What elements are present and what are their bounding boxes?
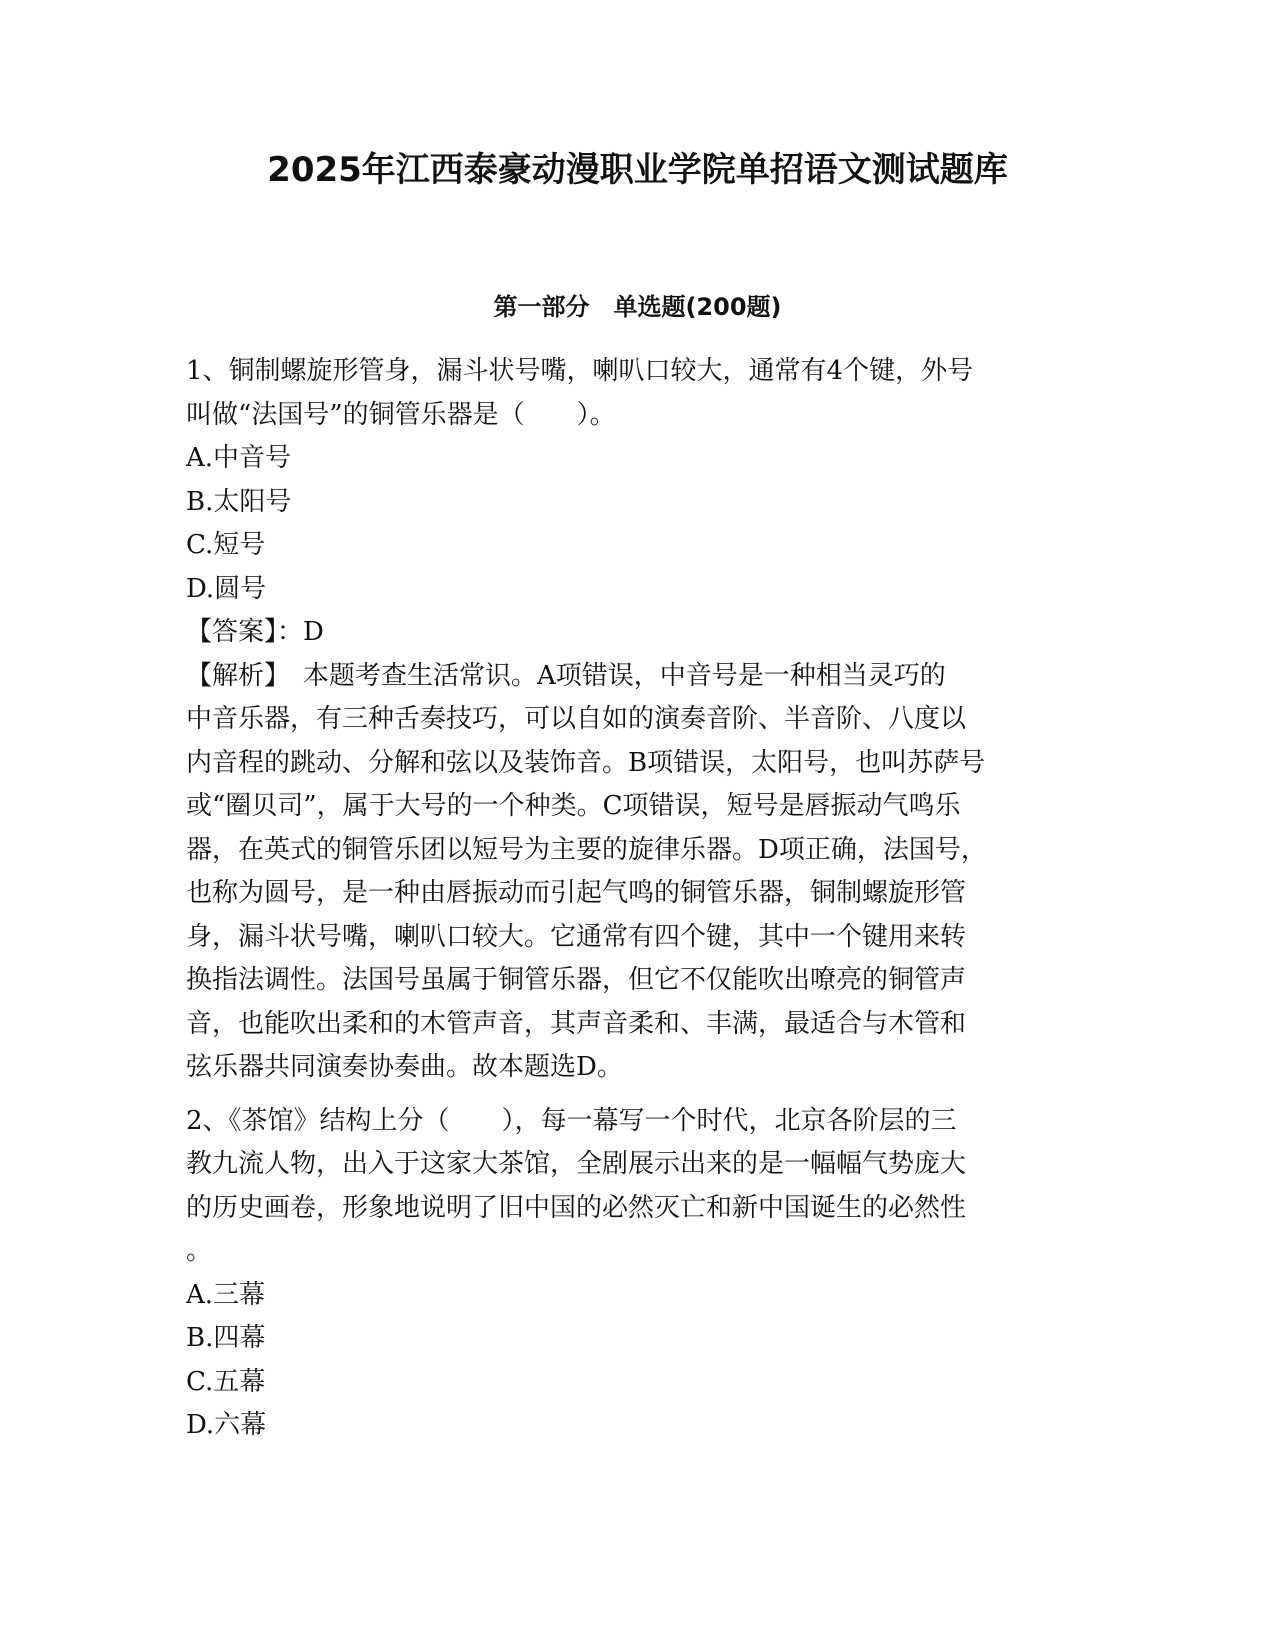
analysis-line: 弦乐器共同演奏协奏曲。故本题选D。 xyxy=(186,1052,623,1082)
option-b: B.太阳号 xyxy=(186,486,292,517)
question-stem-line: 。 xyxy=(186,1236,213,1266)
question-1 xyxy=(186,350,1091,1090)
analysis-line: 换指法调性。法国号虽属于铜管乐器，但它不仅能吹出嘹亮的铜管声 xyxy=(186,965,967,995)
question-stem-line: 教九流人物，出入于这家大茶馆，全剧展示出来的是一幅幅气势庞大 xyxy=(186,1149,967,1179)
question-stem-line: 叫做“法国号”的铜管乐器是（ ）。 xyxy=(186,399,616,430)
option-b: B.四幕 xyxy=(186,1323,266,1353)
question-separator xyxy=(186,1090,1091,1100)
question-stem-line: 1、铜制螺旋形管身，漏斗状号嘴，喇叭口较大，通常有4个键，外号 xyxy=(186,356,974,386)
question-stem-line: 2、《茶馆》结构上分（ ），每一幕写一个时代，北京各阶层的三 xyxy=(186,1105,957,1136)
analysis-line: 中音乐器，有三种舌奏技巧，可以自如的演奏音阶、半音阶、八度以 xyxy=(186,704,967,734)
analysis-line: 或“圈贝司”，属于大号的一个种类。C项错误，短号是唇振动气鸣乐 xyxy=(186,791,961,821)
analysis-line: 内音程的跳动、分解和弦以及装饰音。B项错误，太阳号，也叫苏萨号 xyxy=(186,747,986,778)
analysis-line: 音，也能吹出柔和的木管声音，其声音柔和、丰满，最适合与木管和 xyxy=(186,1008,967,1039)
document-content xyxy=(186,350,1091,1448)
section-title: 第一部分 单选题(200题) xyxy=(493,293,782,321)
option-d: D.圆号 xyxy=(186,573,267,604)
answer-line: 【答案】：D xyxy=(186,617,324,647)
analysis-line: 器，在英式的铜管乐团以短号为主要的旋律乐器。D项正确，法国号， xyxy=(186,834,987,865)
document-title: 2025年江西泰豪动漫职业学院单招语文测试题库 xyxy=(267,150,1008,190)
analysis-line: 也称为圆号，是一种由唇振动而引起气鸣的铜管乐器，铜制螺旋形管 xyxy=(186,878,967,908)
question-stem-line: 的历史画卷，形象地说明了旧中国的必然灭亡和新中国诞生的必然性 xyxy=(186,1192,967,1223)
analysis-line: 身，漏斗状号嘴，喇叭口较大。它通常有四个键，其中一个键用来转 xyxy=(186,921,967,952)
option-d: D.六幕 xyxy=(186,1410,267,1440)
option-c: C.五幕 xyxy=(186,1366,266,1397)
question-2 xyxy=(186,1100,1091,1448)
analysis-line: 【解析】 本题考查生活常识。A项错误，中音号是一种相当灵巧的 xyxy=(186,660,946,691)
option-a: A.三幕 xyxy=(186,1279,266,1310)
option-c: C.短号 xyxy=(186,530,266,560)
option-a: A.中音号 xyxy=(186,443,292,473)
